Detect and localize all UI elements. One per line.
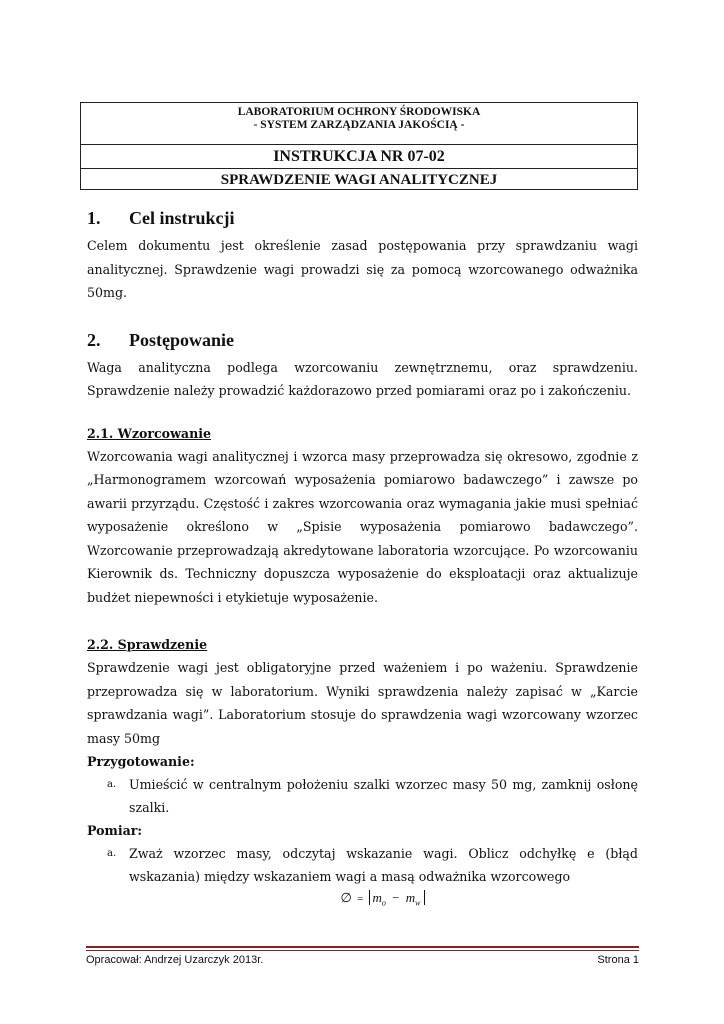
section-1-text: Celem dokumentu jest określenie zasad postępowania przy sprawdzaniu wagi analitycznej. Sprawdzenie wagi prowadzi się za pomocą wzorcowanego odważnika 50mg. (87, 238, 638, 300)
section-1-heading (87, 206, 638, 230)
measurement-label: Pomiar: (87, 823, 143, 838)
section-2-number: 2. (87, 329, 101, 350)
list-marker: a. (107, 848, 117, 859)
formula-m1: m (372, 890, 382, 905)
formula-equals: = (357, 893, 364, 905)
formula-lhs: ∅ (340, 890, 352, 905)
section-2-heading (87, 328, 638, 352)
section-2-title: Postępowanie (129, 329, 234, 350)
preparation-label: Przygotowanie: (87, 754, 195, 769)
error-formula (87, 890, 638, 908)
formula-sub1: o (381, 898, 386, 908)
section-2-text: Waga analityczna podlega wzorcowaniu zewnętrznemu, oraz sprawdzeniu. Sprawdzenie należy prowadzić każdorazowo przed pomiarami oraz po i zakończeniu. (87, 359, 638, 398)
formula-m2: m (405, 890, 416, 905)
footer-rule-thin (86, 950, 639, 951)
footer-author: Opracował: Andrzej Uzarczyk 2013r. (86, 954, 264, 966)
section-2-2-heading: 2.2. Sprawdzenie (87, 637, 208, 652)
list-marker: a. (107, 779, 117, 790)
section-2-2-text: Sprawdzenie wagi jest obligatoryjne przed ważeniem i po ważeniu. Sprawdzenie przeprowadza się w laboratorium. Wyniki sprawdzenia należy zapisać w „Karcie sprawdzania wagi”. Laboratorium stosuje do sprawdzenia wagi wzorcowany wzorzec masy 50mg (87, 660, 638, 746)
section-1-title: Cel instrukcji (129, 208, 235, 228)
section-2-1-text: Wzorcowania wagi analitycznej i wzorca masy przeprowadza się okresowo, zgodnie z „Harmonogramem wzorcowań wyposażenia pomiarowo badawczego” i zawsze po awarii przyrządu. Częstość i zakres wzorcowania oraz wymagania jakie musi spełniać wyposażenie określono w „Spisie wyposażenia pomiarowo badawczego”. Wzorcowanie przeprowadzają akredytowane laboratoria wzorcujące. Po wzorcowaniu Kierownik ds. Techniczny dopuszcza wyposażenie do eksploatacji oraz aktualizuje budżet niepewności i etykietuje wyposażenie. (87, 448, 638, 605)
page-footer (86, 953, 639, 967)
list-item-text: Umieścić w centralnym położeniu szalki wzorzec masy 50 mg, zamknij osłonę szalki. (129, 777, 638, 815)
section-2-1-heading: 2.1. Wzorcowanie (87, 425, 212, 441)
list-item-text: Zważ wzorzec masy, odczytaj wskazanie wagi. Oblicz odchyłkę e (błąd wskazania) między wskazaniem wagi a masą odważnika wzorcowego (129, 846, 638, 884)
header-lab-name: LABORATORIUM OCHRONY ŚRODOWISKA (237, 106, 481, 118)
formula-absolute-value (369, 890, 425, 908)
section-1-number: 1. (87, 208, 101, 228)
formula-sub2: w (415, 898, 421, 908)
footer-rule-thick (86, 946, 639, 948)
document-header-box (80, 102, 638, 190)
header-document-title: SPRAWDZENIE WAGI ANALITYCZNEJ (220, 172, 498, 188)
header-system-name: - SYSTEM ZARZĄDZANIA JAKOŚCIĄ - (253, 119, 465, 131)
header-org (81, 103, 637, 145)
formula-minus: − (392, 890, 400, 905)
footer-page-number: Strona 1 (597, 954, 639, 966)
list-item (87, 842, 638, 888)
document-body (87, 206, 638, 908)
header-instruction-number: INSTRUKCJA NR 07-02 (81, 145, 637, 169)
list-item (87, 773, 638, 819)
